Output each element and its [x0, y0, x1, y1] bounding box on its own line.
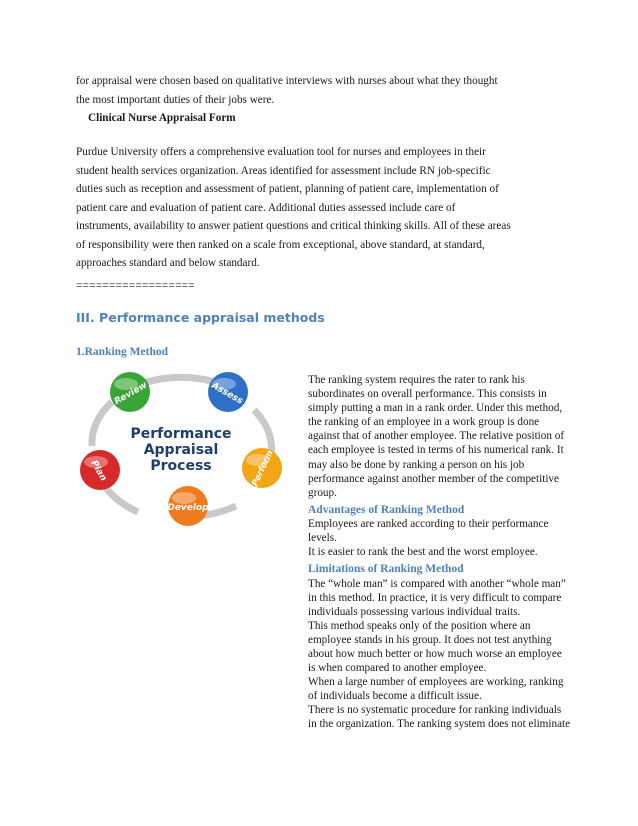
limitations-heading: Limitations of Ranking Method: [308, 563, 464, 576]
advantages-list: [308, 517, 598, 559]
purdue-line-4: patient care and evaluation of patient care. Additional duties assessed include care of: [76, 202, 456, 214]
center-title-line-2: Appraisal: [143, 442, 219, 458]
intro-line-2: the most important duties of their jobs were.: [76, 94, 275, 106]
purdue-line-3: duties such as reception and assessment of patient, planning of patient care, implementation of: [76, 183, 499, 195]
purdue-line-2: student health services organization. Areas identified for assessment include RN job-specific: [76, 165, 491, 177]
purdue-line-1: Purdue University offers a comprehensive evaluation tool for nurses and employees in their: [76, 146, 486, 158]
ranking-description: [308, 373, 598, 500]
form-heading: Clinical Nurse Appraisal Form: [88, 112, 236, 124]
limitations-line: employee stands in his group. It does not test anything: [308, 633, 552, 646]
step-review-label: Review: [112, 380, 150, 408]
purdue-line-5: instruments, availability to answer patient questions and critical thinking skills. All of these areas: [76, 220, 511, 232]
ranking-method-text: [308, 373, 598, 732]
step-assess: [208, 372, 248, 412]
limitations-line: This method speaks only of the position where an: [308, 619, 531, 632]
intro-line-1: for appraisal were chosen based on qualitative interviews with nurses about what they thought: [76, 75, 498, 87]
limitations-line: There is no systematic procedure for ranking individuals: [308, 704, 562, 717]
ranking-desc-line: performance against another member of the competitive: [308, 472, 559, 485]
purdue-line-7: approaches standard and below standard.: [76, 257, 260, 269]
limitations-line: about how much better or how much worse an employee: [308, 648, 562, 660]
step-assess-label: Assess: [209, 380, 245, 407]
limitations-line: in this method. In practice, it is very difficult to compare: [308, 591, 562, 604]
step-perform: [242, 448, 282, 488]
limitations-line: The “whole man” is compared with another “whole man”: [308, 577, 566, 590]
step-plan-label: Plan: [88, 458, 109, 484]
limitations-list: [308, 577, 598, 732]
center-title: [130, 426, 231, 474]
limitations-line: individuals possessing various individual traits.: [308, 605, 521, 618]
advantages-line: Employees are ranked according to their performance: [308, 518, 549, 531]
step-review: [110, 372, 150, 412]
ranking-desc-line: the ranking of an employee in a work group is done: [308, 416, 540, 429]
center-title-line-1: Performance: [130, 426, 232, 442]
section-title: III. Performance appraisal methods: [76, 310, 325, 325]
ranking-desc-line: may also be done by ranking a person on his job: [308, 458, 525, 471]
purdue-line-6: of responsibility were then ranked on a scale from exceptional, above standard, at standard,: [76, 239, 485, 251]
limitations-line: When a large number of employees are working, ranking: [308, 676, 564, 689]
limitations-line: of individuals become a difficult issue.: [308, 690, 482, 703]
ranking-desc-line: simply putting a man in a rank order. Under this method,: [308, 402, 563, 415]
subsection-title: 1.Ranking Method: [76, 346, 169, 358]
limitations-line: is when compared to another employee.: [308, 662, 487, 675]
ranking-desc-line: each employee is tested in terms of his numerical rank. It: [308, 444, 564, 457]
step-develop-label: Develop: [167, 503, 209, 513]
step-perform-label: Perform: [250, 448, 276, 489]
ranking-desc-line: subordinates on overall performance. This consists in: [308, 388, 547, 401]
ranking-desc-line: group.: [308, 486, 337, 499]
ranking-desc-line: The ranking system requires the rater to rank his: [308, 374, 525, 386]
advantages-line: It is easier to rank the best and the worst employee.: [308, 546, 538, 559]
ranking-desc-line: against that of another employee. The relative position of: [308, 430, 565, 443]
limitations-line: in the organization. The ranking system does not eliminate: [308, 718, 571, 731]
center-title-line-3: Process: [150, 458, 212, 474]
advantages-heading: Advantages of Ranking Method: [308, 503, 465, 516]
step-plan: [80, 450, 120, 490]
advantages-line: levels.: [308, 532, 337, 545]
appraisal-process-diagram: [76, 366, 286, 526]
separator-line: ==================: [76, 280, 195, 292]
step-develop: [167, 486, 209, 526]
